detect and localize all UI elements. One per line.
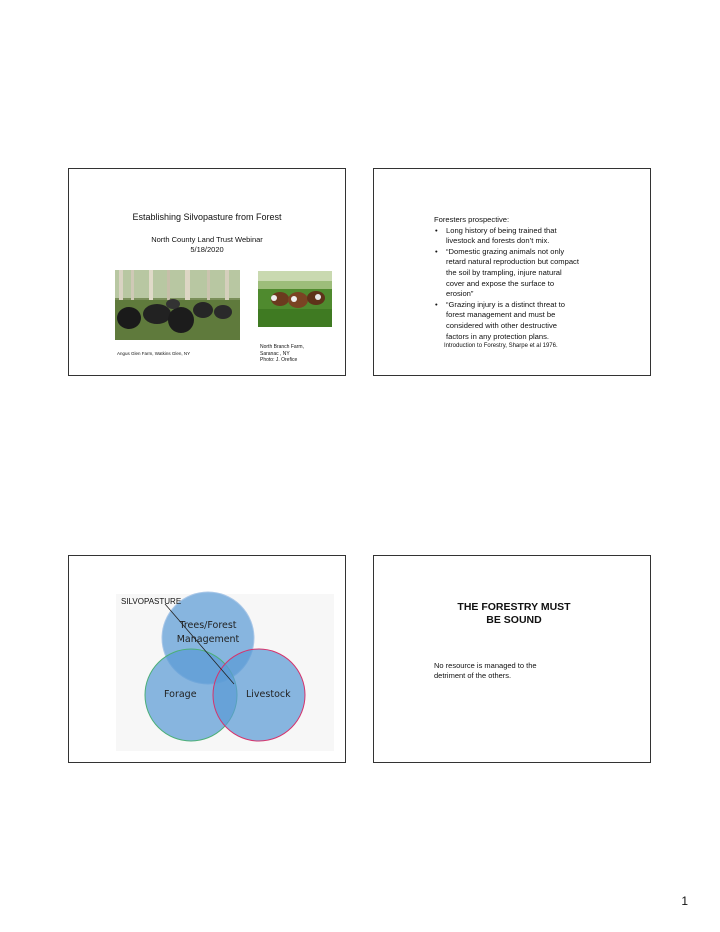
slide2-heading: Foresters prospective: <box>434 215 510 224</box>
citation: Introduction to Forestry, Sharpe et al 1976. <box>444 343 558 350</box>
slide2-bullet-list <box>434 226 619 343</box>
bullet-line: retard natural reproduction but compact <box>446 257 579 267</box>
venn-diagram <box>69 556 345 762</box>
photo-hereford-cattle <box>258 271 332 327</box>
heading-line-1: THE FORESTRY MUST <box>457 601 571 613</box>
caption-line-3: Photo: J. Orefice <box>260 357 298 363</box>
photo-angus-cattle <box>115 270 240 340</box>
trees-forest-line-1: Trees/Forest <box>179 620 237 631</box>
slide-forestry-sound <box>373 555 651 763</box>
webinar-date: 5/18/2020 <box>190 245 224 254</box>
slide-venn-diagram <box>68 555 346 763</box>
bullet-line: livestock and forests don’t mix. <box>446 236 550 246</box>
bullet-item <box>444 247 619 300</box>
cattle-forest-photo <box>115 270 240 340</box>
slide4-body <box>434 661 614 681</box>
slide-title-text: Establishing Silvopasture from Forest <box>132 212 282 222</box>
bullet-line: • “Domestic grazing animals not only <box>446 246 565 256</box>
page-number: 1 <box>681 894 688 908</box>
bullet-item <box>444 300 619 342</box>
trees-forest-label <box>169 619 247 647</box>
slide-foresters-perspective <box>373 168 651 376</box>
heading-line-2: BE SOUND <box>486 614 542 626</box>
slide-title <box>68 168 346 376</box>
bullet-line: the soil by trampling, injure natural <box>446 267 562 277</box>
photo-caption-left: Angus Glen Farm, Watkins Glen, NY <box>117 351 191 356</box>
silvopasture-label: SILVOPASTURE <box>121 597 182 606</box>
bullet-line: considered with other destructive <box>446 320 558 330</box>
slide4-heading <box>434 601 594 627</box>
body-line-2: detriment of the others. <box>434 671 512 680</box>
slide2-content <box>434 215 619 350</box>
bullet-line: • “Grazing injury is a distinct threat to <box>446 299 566 309</box>
cattle-pasture-photo <box>258 271 332 327</box>
forage-label: Forage <box>164 689 197 700</box>
slide-subtitle <box>69 235 345 255</box>
bullet-line: erosion” <box>446 289 474 299</box>
webinar-name: North County Land Trust Webinar <box>151 235 263 244</box>
photo-caption-right <box>260 344 304 364</box>
trees-forest-line-2: Management <box>176 634 240 645</box>
bullet-line: • Long history of being trained that <box>446 225 557 235</box>
caption-line-2: Saranac , NY <box>260 350 290 357</box>
caption-line-1: North Branch Farm, <box>260 344 304 350</box>
livestock-label: Livestock <box>246 689 291 700</box>
bullet-line: factors in any protection plans. <box>446 331 549 341</box>
body-line-1: No resource is managed to the <box>434 661 537 670</box>
bullet-line: cover and expose the surface to <box>446 278 555 288</box>
bullet-item <box>444 226 619 247</box>
bullet-line: forest management and must be <box>446 310 556 320</box>
